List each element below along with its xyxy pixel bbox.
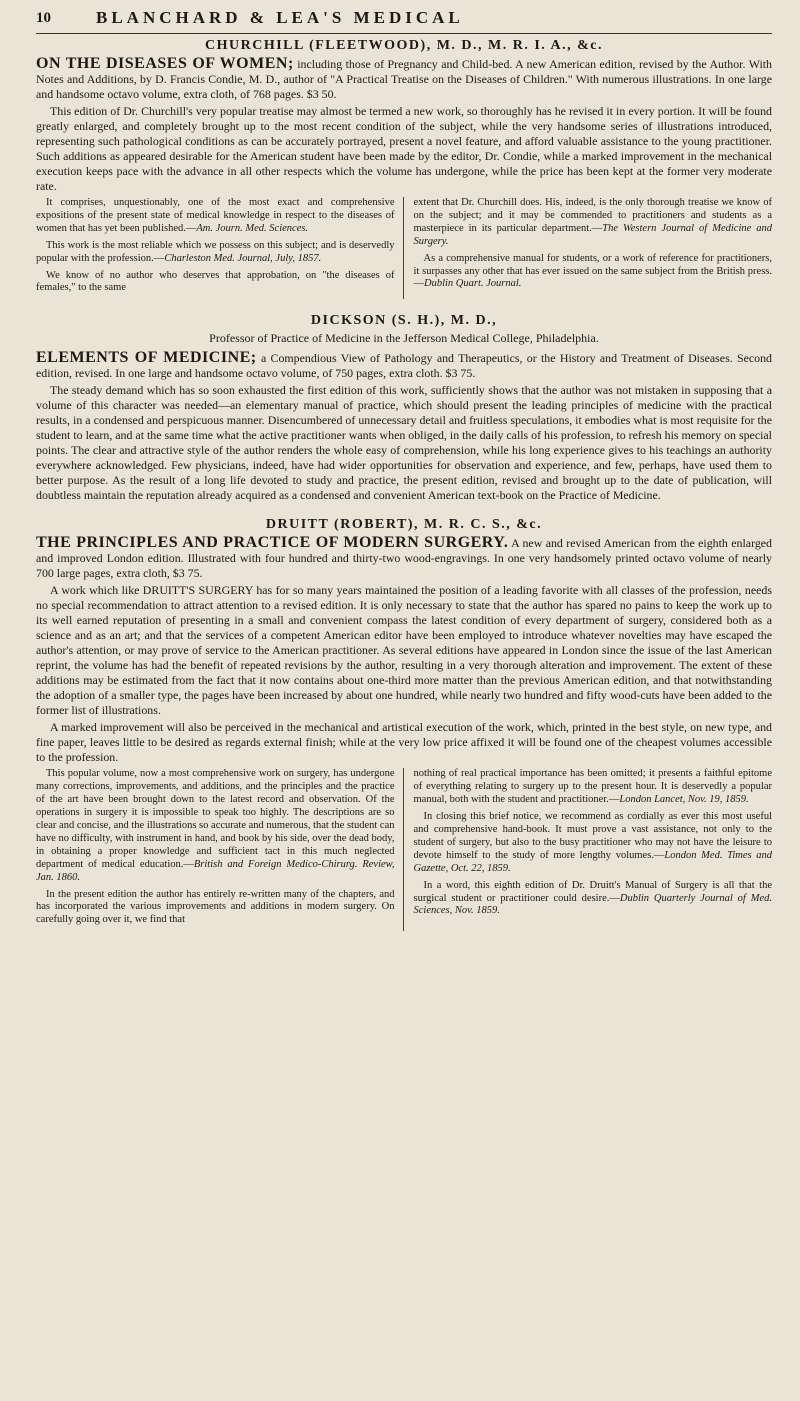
book-title-paragraph xyxy=(36,535,772,581)
review-columns xyxy=(36,197,772,299)
book-title-paragraph xyxy=(36,350,772,381)
book-notice: This edition of Dr. Churchill's very popular treatise may almost be termed a new work, so thoroughly has he revised it in every portion. It will be found greatly enlarged, and completely brought up to the most recent condition of the subject, while the very handsome series of illustrations introduced, representing such pathological conditions as can be accurately portrayed, present a novel feature, and afford valuable assistance to the young practitioner. Such additions as appeared desirable for the American student have been made by the editor, Dr. Condie, while a marked improvement in the mechanical execution keeps pace with the advance in all other respects which the volume has undergone, while the price has been kept at the former very moderate rate. xyxy=(36,104,772,193)
review-source: British and Foreign Medico-Chirurg. Review, Jan. 1860. xyxy=(36,858,395,883)
review-quote: It comprises, unquestionably, one of the most exact and comprehensive expositions of the present state of medical knowledge in respect to the diseases of women that has yet been published.—Am. Journ. Med. Sciences. xyxy=(36,197,395,234)
review-quote: As a comprehensive manual for students, or a work of reference for practitioners, it surpasses any other that has ever issued on the same subject from the British press.—Dublin Quart. Journal. xyxy=(413,252,772,290)
book-notice: The steady demand which has so soon exhausted the first edition of this work, sufficiently shows that the author was not mistaken in supposing that a volume of this character was needed—an elementary manual of practice, which should present the leading principles of medicine with the practical results, in a condensed and perspicuous manner. Disencumbered of unnecessary detail and fruitless speculations, it embodies what is most requisite for the student to learn, and at the same time what the active practitioner wants when obliged, in the daily calls of his profession, to refresh his memory on special points. The clear and attractive style of the author renders the whole easy of comprehension, while his long experience gives to his teachings an authority everywhere acknowledged. Few physicians, indeed, have had wider opportunities for observation and experience, and few, perhaps, have used them to better purpose. As the result of a long life devoted to study and practice, the present edition, revised and brought up to the date of publication, will doubtless maintain the reputation already acquired as a condensed and convenient American text-book on the Practice of Medicine. xyxy=(36,383,772,503)
book-notice: A work which like DRUITT'S SURGERY has for so many years maintained the position of a leading favorite with all classes of the profession, needs no special recommendation to attract attention to a revised edition. It is only necessary to state that the author has spared no pains to keep the work up to its well earned reputation of presenting in a small and convenient compass the latest condition of every department of surgery, considered both as a science and as an art; and that the services of a competent American editor have been employed to introduce whatever novelties may have escaped the author's attention, or may prove of service to the American practitioner. As several editions have appeared in London since the issue of the last American reprint, the volume has had the benefit of repeated revisions by the author, resulting in a very thorough alteration and improvement. The extent of these additions may be estimated from the fact that it now contains about one-third more matter than the previous American edition, and that notwithstanding the adoption of a smaller type, the pages have been increased by about one hundred, while nearly two hundred and fifty wood-cuts have been added to the former list of illustrations. xyxy=(36,583,772,718)
book-description: a Compendious View of Pathology and Therapeutics, or the History and Treatment of Diseases. Second edition, revised. In one large and handsome octavo volume, of 750 pages, extra cloth. $3 75. xyxy=(36,351,772,381)
book-description: A new and revised American from the eighth enlarged and improved London edition. Illustrated with four hundred and thirty-two wood-engravings. In one very handsomely printed octavo volume of nearly 700 large pages, extra cloth, $3 75. xyxy=(36,536,772,581)
book-title-paragraph xyxy=(36,56,772,102)
review-column-right xyxy=(414,197,773,299)
author-heading: DRUITT (ROBERT), M. R. C. S., &c. xyxy=(265,517,543,533)
entry-druitt xyxy=(36,517,772,931)
review-source: London Med. Times and Gazette, Oct. 22, 1859. xyxy=(413,849,772,874)
review-quote: This work is the most reliable which we possess on this subject; and is deservedly popular with the profession.—Charleston Med. Journal, July, 1857. xyxy=(36,239,395,264)
review-source: Am. Journ. Med. Sciences. xyxy=(196,222,309,234)
review-quote: In the present edition the author has entirely re-written many of the chapters, and has incorporated the various improvements and additions in modern surgery. On carefully going over it, we find that xyxy=(36,888,395,926)
review-source: Dublin Quart. Journal. xyxy=(424,278,522,290)
entry-churchill xyxy=(36,38,772,299)
review-source: Charleston Med. Journal, July, 1857. xyxy=(164,252,322,264)
running-title: BLANCHARD & LEA'S MEDICAL xyxy=(96,8,464,27)
review-quote: extent that Dr. Churchill does. His, indeed, is the only thorough treatise we know of on the subject; and it may be commended to practitioners and students as a masterpiece in its particular department.—The Western Journal of Medicine and Surgery. xyxy=(413,197,772,247)
page-number: 10 xyxy=(36,10,51,26)
book-title: THE PRINCIPLES AND PRACTICE OF MODERN SURGERY. xyxy=(36,534,509,552)
review-quote: This popular volume, now a most comprehensive work on surgery, has undergone many corrections, improvements, and additions, and the principles and the practice of the art have been brought down to the latest record and observation. Of the operations in surgery it is impossible to speak too highly. The descriptions are so clear and concise, and the illustrations so accurate and numerous, that the student can have no difficulty, with instrument in hand, and book by his side, over the dead body, in obtaining a proper knowledge and sufficient tact in this much neglected department of medical education.—British and Foreign Medico-Chirurg. Review, Jan. 1860. xyxy=(36,768,395,883)
review-source: London Lancet, Nov. 19, 1859. xyxy=(619,794,749,806)
book-description: including those of Pregnancy and Child-bed. A new American edition, revised by the Author. With Notes and Additions, by D. Francis Condie, M. D., author of "A Practical Treatise on the Diseases of Children." With numerous illustrations. In one large and handsome octavo volume, extra cloth, of 768 pages. $3 50. xyxy=(36,57,772,101)
book-notice-continued: A marked improvement will also be perceived in the mechanical and artistical execution of the work, which, printed in the best style, on new type, and fine paper, leaves little to be desired as regards external finish; while at the very low price affixed it will be found one of the cheapest volumes accessible to the profession. xyxy=(36,720,772,765)
review-column-left xyxy=(36,197,404,299)
author-affiliation: Professor of Practice of Medicine in the Jefferson Medical College, Philadelphia. xyxy=(209,331,599,346)
review-quote: We know of no author who deserves that approbation, on "the diseases of females," to the same xyxy=(36,269,395,294)
review-columns xyxy=(36,768,772,931)
running-header xyxy=(36,4,772,34)
review-quote: In a word, this eighth edition of Dr. Druitt's Manual of Surgery is all that the surgical student or practitioner could desire.—Dublin Quarterly Journal of Med. Sciences, Nov. 1859. xyxy=(413,879,772,917)
author-heading: CHURCHILL (FLEETWOOD), M. D., M. R. I. A., &c. xyxy=(205,38,603,53)
book-title: ELEMENTS OF MEDICINE; xyxy=(36,349,257,367)
review-source: The Western Journal of Medicine and Surgery. xyxy=(413,222,772,247)
review-quote: nothing of real practical importance has been omitted; it presents a faithful epitome of everything relating to surgery up to the present hour. It is deservedly a popular manual, both with the student and practitioner.—London Lancet, Nov. 19, 1859. xyxy=(413,768,772,806)
author-heading: DICKSON (S. H.), M. D., xyxy=(310,313,498,329)
entry-dickson xyxy=(36,313,772,503)
review-quote: In closing this brief notice, we recommend as cordially as ever this most useful and comprehensive hand-book. It must prove a vast assistance, not only to the student of surgery, but also to the busy practitioner who may not have the leisure to devote himself to the study of more lengthy volumes.—London Med. Times and Gazette, Oct. 22, 1859. xyxy=(413,811,772,874)
page-content xyxy=(36,34,772,931)
review-source: Dublin Quarterly Journal of Med. Sciences, Nov. 1859. xyxy=(413,892,772,917)
book-title: ON THE DISEASES OF WOMEN; xyxy=(36,55,294,72)
review-column-right xyxy=(414,768,773,931)
review-column-left xyxy=(36,768,404,931)
